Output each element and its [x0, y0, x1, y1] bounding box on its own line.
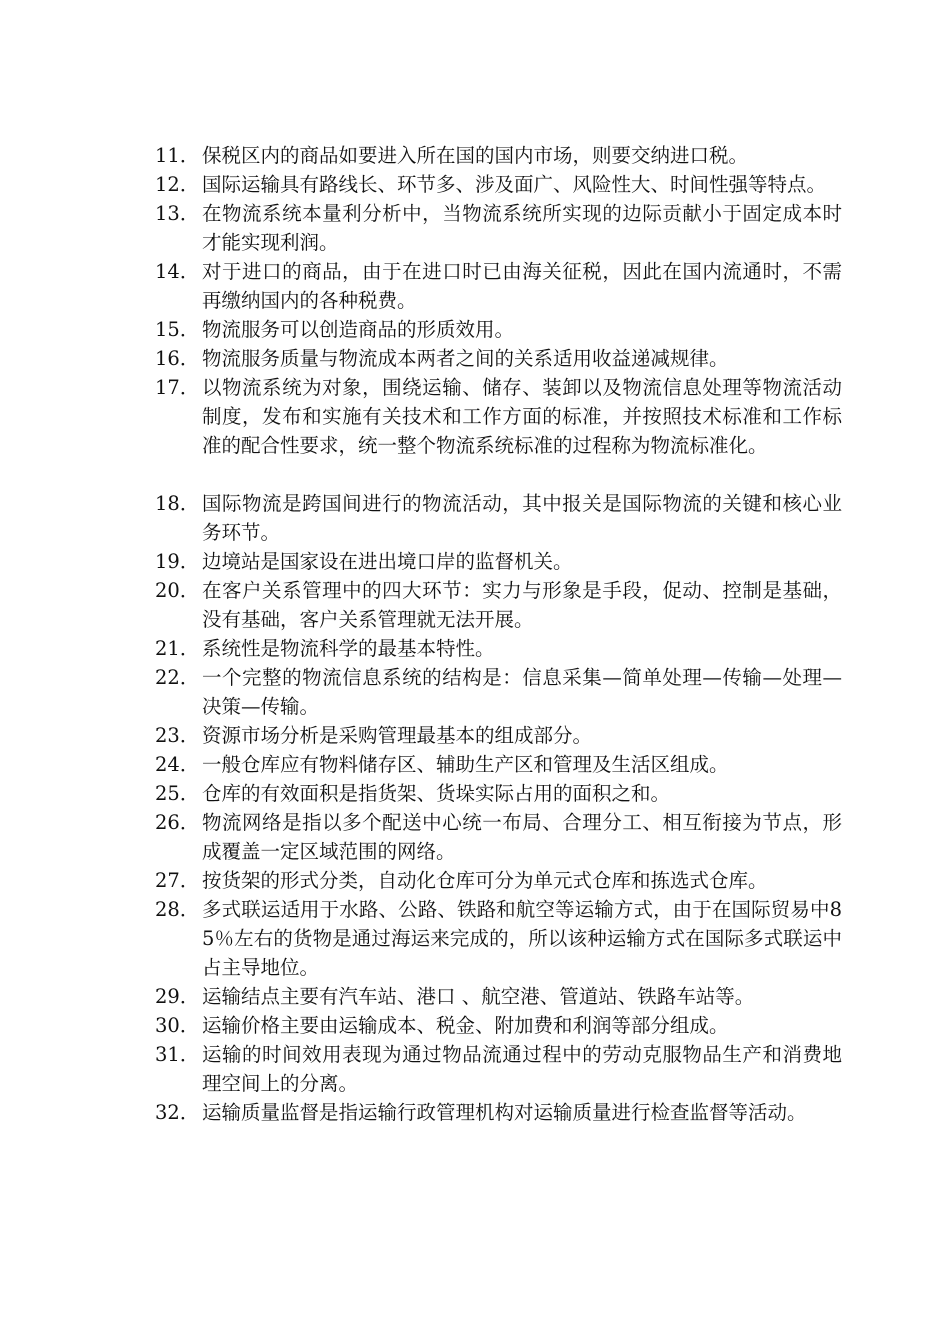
- item-number: 32．: [155, 1101, 200, 1124]
- list-item: [155, 489, 855, 547]
- item-number: 15．: [155, 318, 200, 341]
- item-number: 13．: [155, 202, 200, 225]
- list-item: [155, 1098, 855, 1127]
- item-number: 12．: [155, 173, 200, 196]
- item-text: 物流网络是指以多个配送中心统一布局、合理分工、相互衔接为节点，形成覆盖一定区域范围的网络。: [202, 811, 842, 863]
- item-number: 26．: [155, 811, 200, 834]
- list-item: [155, 257, 855, 315]
- item-text: 以物流系统为对象，围绕运输、储存、装卸以及物流信息处理等物流活动制度，发布和实施有关技术和工作方面的标准，并按照技术标准和工作标准的配合性要求，统一整个物流系统标准的过程称为物流标准化。: [202, 376, 842, 457]
- list-item: [155, 344, 855, 373]
- item-number: 17．: [155, 376, 200, 399]
- list-item: [155, 982, 855, 1011]
- list-item: [155, 373, 855, 460]
- item-number: 11．: [155, 144, 200, 167]
- item-text: 保税区内的商品如要进入所在国的国内市场，则要交纳进口税。: [202, 144, 749, 167]
- item-number: 22．: [155, 666, 200, 689]
- item-text: 资源市场分析是采购管理最基本的组成部分。: [202, 724, 593, 747]
- item-number: 14．: [155, 260, 200, 283]
- item-number: 18．: [155, 492, 200, 515]
- paragraph-gap: [155, 460, 855, 489]
- item-text: 国际运输具有路线长、环节多、涉及面广、风险性大、时间性强等特点。: [202, 173, 827, 196]
- item-text: 多式联运适用于水路、公路、铁路和航空等运输方式，由于在国际贸易中85％左右的货物是通过海运来完成的，所以该种运输方式在国际多式联运中占主导地位。: [202, 898, 842, 979]
- list-item: [155, 141, 855, 170]
- item-text: 按货架的形式分类，自动化仓库可分为单元式仓库和拣选式仓库。: [202, 869, 768, 892]
- item-number: 23．: [155, 724, 200, 747]
- item-text: 物流服务可以创造商品的形质效用。: [202, 318, 515, 341]
- item-number: 16．: [155, 347, 200, 370]
- list-item: [155, 199, 855, 257]
- list-item: [155, 576, 855, 634]
- list-item: [155, 1040, 855, 1098]
- list-item: [155, 1011, 855, 1040]
- list-item: [155, 634, 855, 663]
- item-text: 系统性是物流科学的最基本特性。: [202, 637, 495, 660]
- list-item: [155, 779, 855, 808]
- item-text: 一般仓库应有物料储存区、辅助生产区和管理及生活区组成。: [202, 753, 729, 776]
- item-text: 运输结点主要有汽车站、港口 、航空港、管道站、铁路车站等。: [202, 985, 755, 1008]
- item-number: 30．: [155, 1014, 200, 1037]
- list-item: [155, 895, 855, 982]
- item-text: 物流服务质量与物流成本两者之间的关系适用收益递减规律。: [202, 347, 729, 370]
- item-text: 运输质量监督是指运输行政管理机构对运输质量进行检查监督等活动。: [202, 1101, 807, 1124]
- list-item: [155, 808, 855, 866]
- item-number: 19．: [155, 550, 200, 573]
- statement-list: [155, 141, 855, 1127]
- list-item: [155, 721, 855, 750]
- item-number: 27．: [155, 869, 200, 892]
- list-item: [155, 170, 855, 199]
- item-text: 运输的时间效用表现为通过物品流通过程中的劳动克服物品生产和消费地理空间上的分离。: [202, 1043, 842, 1095]
- item-text: 在客户关系管理中的四大环节：实力与形象是手段，促动、控制是基础，没有基础，客户关系管理就无法开展。: [202, 579, 842, 631]
- item-text: 国际物流是跨国间进行的物流活动，其中报关是国际物流的关键和核心业务环节。: [202, 492, 842, 544]
- item-number: 25．: [155, 782, 200, 805]
- item-number: 24．: [155, 753, 200, 776]
- list-item: [155, 547, 855, 576]
- item-number: 21．: [155, 637, 200, 660]
- item-text: 运输价格主要由运输成本、税金、附加费和利润等部分组成。: [202, 1014, 729, 1037]
- item-text: 在物流系统本量利分析中，当物流系统所实现的边际贡献小于固定成本时才能实现利润。: [202, 202, 842, 254]
- item-text: 边境站是国家设在进出境口岸的监督机关。: [202, 550, 573, 573]
- item-number: 28．: [155, 898, 200, 921]
- item-text: 对于进口的商品，由于在进口时已由海关征税，因此在国内流通时，不需再缴纳国内的各种税费。: [202, 260, 842, 312]
- item-number: 20．: [155, 579, 200, 602]
- list-item: [155, 315, 855, 344]
- list-item: [155, 663, 855, 721]
- list-item: [155, 866, 855, 895]
- item-number: 29．: [155, 985, 200, 1008]
- item-number: 31．: [155, 1043, 200, 1066]
- list-item: [155, 750, 855, 779]
- item-text: 仓库的有效面积是指货架、货垛实际占用的面积之和。: [202, 782, 671, 805]
- item-text: 一个完整的物流信息系统的结构是：信息采集—简单处理—传输—处理—决策—传输。: [202, 666, 842, 718]
